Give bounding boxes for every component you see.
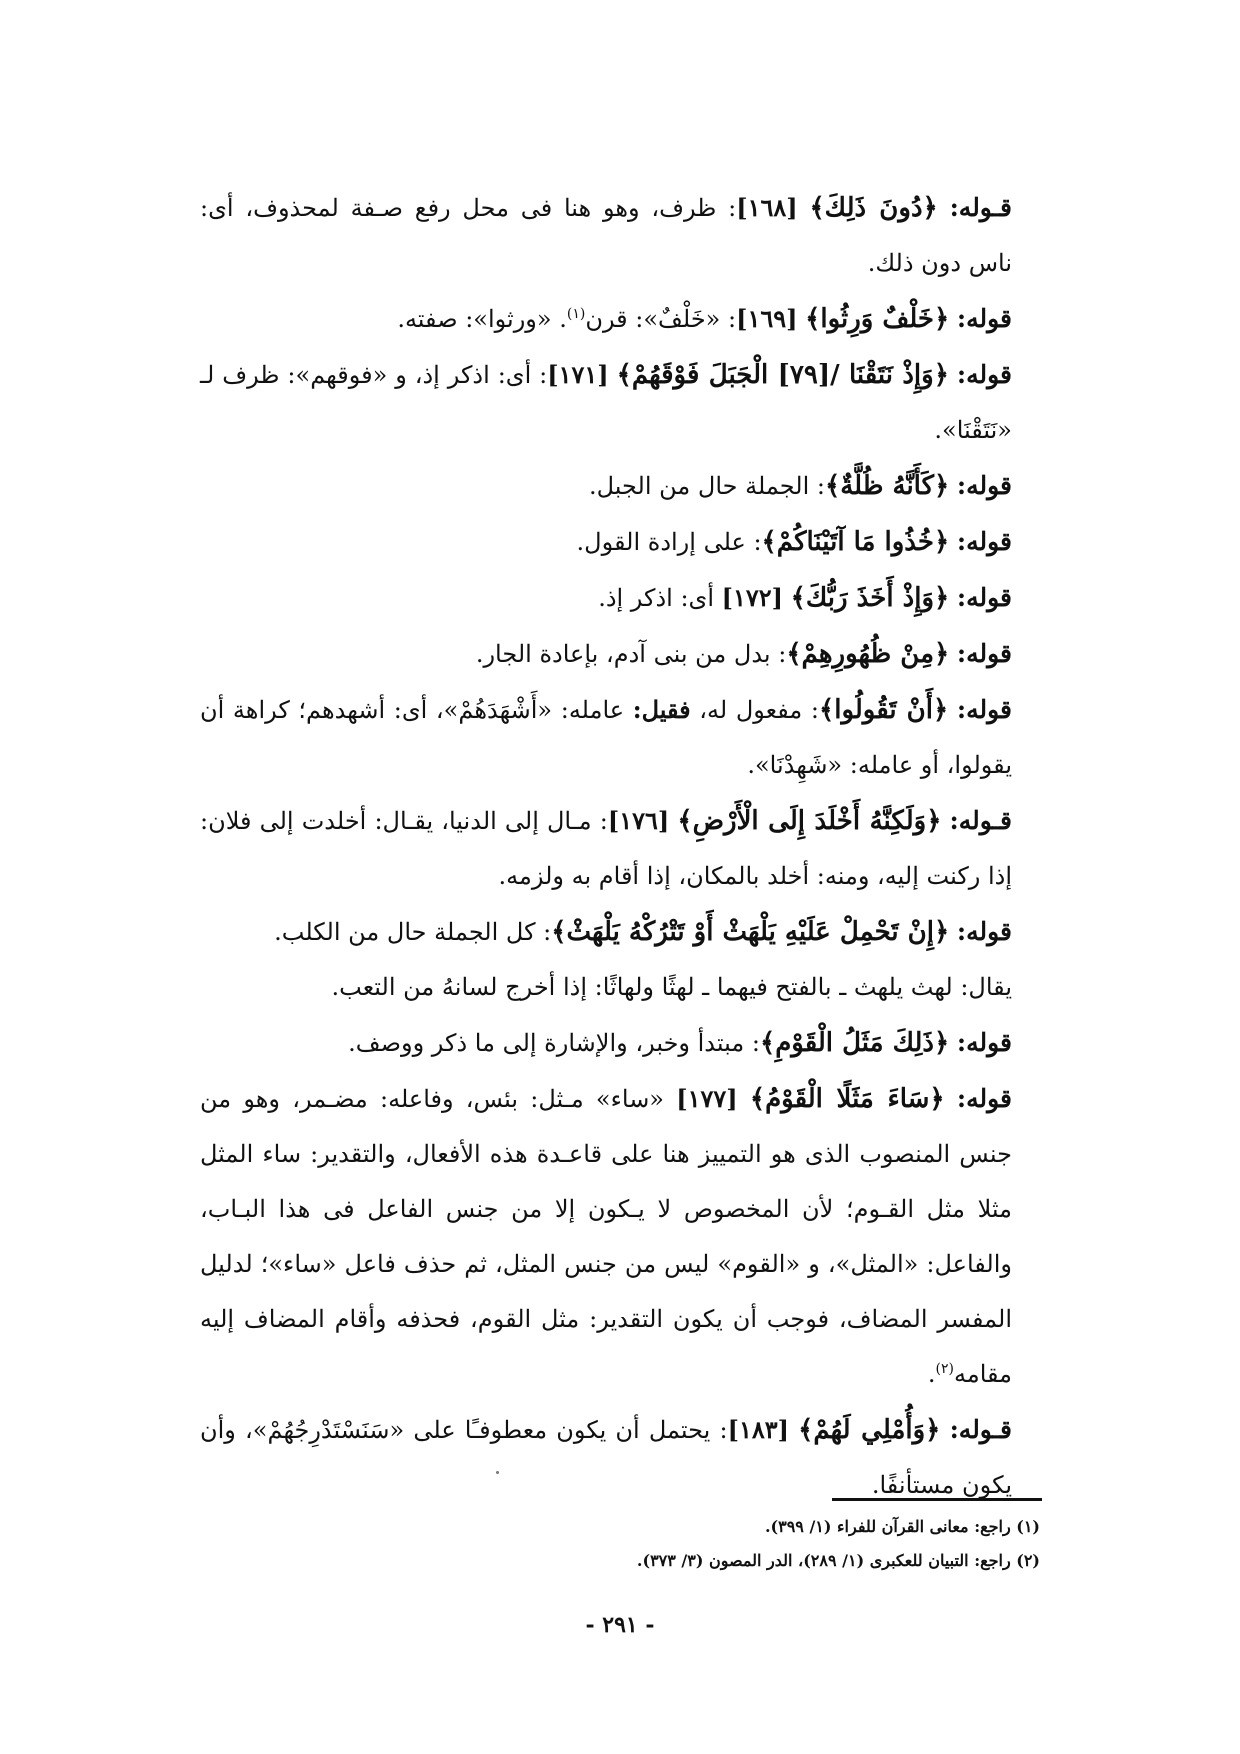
paragraph xyxy=(200,180,1040,291)
commentary-text xyxy=(783,584,791,612)
commentary-text xyxy=(949,1029,957,1057)
commentary-text xyxy=(945,1085,957,1113)
paragraph xyxy=(200,1071,1040,1402)
commentary-text: : الجملة حال من الجبل. xyxy=(588,472,825,500)
commentary-text xyxy=(949,640,957,668)
emphasis-text: فقيل: xyxy=(632,695,691,724)
commentary-text xyxy=(797,305,805,333)
footnote-ref: (١) xyxy=(566,306,586,322)
entry-label: قـوله: xyxy=(949,806,1012,835)
quran-phrase: ﴿وَإِذْ أَخَذَ رَبُّكَ﴾ xyxy=(790,583,950,613)
entry-label: قـوله: xyxy=(949,193,1013,222)
page-number: - ٢٩١ - xyxy=(585,1612,655,1638)
footnote-2: (٢) راجع: التبيان للعكبرى (١/ ٢٨٩)، الدر المصون (٣/ ٣٧٣). xyxy=(636,1551,1040,1570)
commentary-text: : مفعول له، xyxy=(690,696,819,724)
commentary-text xyxy=(949,361,957,389)
entry-label: قوله: xyxy=(956,527,1012,556)
verse-number: [١٧١] xyxy=(547,360,609,389)
commentary-text xyxy=(949,528,957,556)
commentary-text: يقال: لهث يلهث ـ بالفتح فيهما ـ لهثًا ولهاثًا: إذا أخرج لسانهُ من التعب. xyxy=(331,973,1012,1001)
quran-phrase: ﴿وَلَكِنَّهُ أَخْلَدَ إِلَى الْأَرْضِ﴾ xyxy=(677,806,942,836)
quran-phrase: ﴿كَأَنَّهُ ظُلَّةٌ﴾ xyxy=(824,471,950,501)
quran-phrase: ﴿دُونَ ذَلِكَ﴾ xyxy=(809,193,938,223)
verse-number: [١٨٣] xyxy=(727,1415,789,1444)
commentary-text xyxy=(938,194,950,222)
footnotes xyxy=(200,1510,1040,1578)
paragraph xyxy=(200,960,1040,1015)
paragraph xyxy=(200,570,1040,626)
commentary-text: : بدل من بنى آدم، بإعادة الجار. xyxy=(475,640,787,668)
commentary-text xyxy=(949,305,957,333)
commentary-text xyxy=(949,918,957,946)
verse-number: [١٧٢] xyxy=(721,583,784,612)
entry-label: قوله: xyxy=(956,1084,1013,1113)
footnote-ref: (٢) xyxy=(935,1361,954,1377)
quran-phrase: ﴿إِنْ تَحْمِلْ عَلَيْهِ يَلْهَثْ أَوْ تَتْرُكْهُ يَلْهَثْ﴾ xyxy=(551,917,950,947)
commentary-text: عامله: «أَشْهَدَهُمْ»، أى: أشهدهم؛ كراهة أن يقولوا، أو عامله: «شَهِدْنَا». xyxy=(200,696,1012,779)
entry-label: قـوله: xyxy=(949,1415,1013,1444)
paragraph xyxy=(200,682,1040,793)
quran-phrase: ﴿مِنْ ظُهُورِهِمْ﴾ xyxy=(786,639,950,669)
entry-label: قوله: xyxy=(956,583,1012,612)
paragraph xyxy=(200,347,1040,458)
quran-phrase: ﴿خُذُوا مَا آتَيْنَاكُمْ﴾ xyxy=(761,527,950,557)
commentary-text xyxy=(949,584,957,612)
quran-phrase: ﴿سَاءَ مَثَلًا الْقَوْمُ﴾ xyxy=(749,1084,945,1114)
commentary-text: «ساء» مـثل: بئس، وفاعله: مضـمر، وهو من جنس المنصوب الذى هو التمييز هنا على قاعـدة هذه الأفعال، والتقدير: ساء المثل مثلا مثل القـوم؛ لأن المخصوص لا يـكون إلا من جنس الفاعل فى هذا البـاب، والفاعل: «المثل»، و «القوم» ليس من جنس المثل، ثم حذف فاعل «ساء»؛ لدليل المفسر المضاف، فوجب أن يكون التقدير: مثل القوم، فحذفه وأقام المضاف إليه مقامه xyxy=(200,1085,1012,1388)
entry-label: قوله: xyxy=(956,360,1012,389)
commentary-text xyxy=(949,472,957,500)
quran-phrase: ﴿خَلْفٌ وَرِثُوا﴾ xyxy=(805,304,950,334)
quran-phrase: ﴿أَنْ تَقُولُوا﴾ xyxy=(818,695,949,725)
entry-label: قوله: xyxy=(956,695,1012,724)
commentary-text: . «ورثوا»: صفته. xyxy=(397,305,567,333)
quran-phrase: ﴿ذَلِكَ مَثَلُ الْقَوْمِ﴾ xyxy=(759,1028,950,1058)
paragraph xyxy=(200,904,1040,960)
commentary-text: : يحتمل أن يكون معطوفـًا على «سَنَسْتَدْرِجُهُمْ»، وأن يكون مستأنفًا. xyxy=(200,1416,1012,1499)
commentary-text: . xyxy=(927,1360,936,1388)
verse-number: [١٦٩] xyxy=(736,304,798,333)
paragraph xyxy=(200,514,1040,570)
verse-number: [١٦٨] xyxy=(736,193,798,222)
quran-phrase: ﴿وَإِذْ نَتَقْنَا /[٧٩] الْجَبَلَ فَوْقَهُمْ﴾ xyxy=(616,360,949,390)
commentary-text xyxy=(941,807,949,835)
commentary-text: أى: اذكر إذ. xyxy=(598,584,722,612)
entry-label: قوله: xyxy=(956,1028,1012,1057)
commentary-text xyxy=(948,696,957,724)
commentary-text: : مـال إلى الدنيا، يقـال: أخلدت إلى فلان: إذا ركنت إليه، ومنه: أخلد بالمكان، إذا أقام به ولزمه. xyxy=(200,807,1012,890)
commentary-text: : كل الجملة حال من الكلب. xyxy=(274,918,552,946)
commentary-text xyxy=(798,194,810,222)
entry-label: قوله: xyxy=(956,639,1012,668)
paragraph xyxy=(200,458,1040,514)
commentary-text xyxy=(609,361,617,389)
commentary-text: : أى: اذكر إذ، و «فوقهم»: ظرف لـ «نَتَقْنَا». xyxy=(200,361,1012,444)
commentary-text xyxy=(738,1085,750,1113)
footnote-1: (١) راجع: معانى القرآن للفراء (١/ ٣٩٩). xyxy=(764,1517,1040,1536)
verse-number: [١٧٦] xyxy=(607,806,670,835)
commentary-text: : على إرادة القول. xyxy=(576,528,762,556)
verse-number: [١٧٧] xyxy=(676,1084,738,1113)
entry-label: قوله: xyxy=(956,917,1012,946)
paragraph xyxy=(200,1015,1040,1071)
paragraph xyxy=(200,793,1040,904)
commentary-text xyxy=(940,1416,949,1444)
paragraph xyxy=(200,291,1040,347)
entry-label: قوله: xyxy=(956,471,1012,500)
commentary-text xyxy=(789,1416,798,1444)
scan-speck xyxy=(496,1471,499,1474)
main-text xyxy=(200,180,1040,1513)
entry-label: قوله: xyxy=(956,304,1012,333)
commentary-text: : ظرف، وهو هنا فى محل رفع صـفة لمحذوف، أى: ناس دون ذلك. xyxy=(200,194,1012,277)
commentary-text: : مبتدأ وخبر، والإشارة إلى ما ذكر ووصف. xyxy=(348,1029,760,1057)
quran-phrase: ﴿وَأُمْلِي لَهُمْ﴾ xyxy=(798,1415,941,1445)
footnote-separator xyxy=(832,1498,1042,1501)
paragraph xyxy=(200,1402,1040,1513)
commentary-text: : «خَلْفٌ»: قرن xyxy=(585,305,737,333)
paragraph xyxy=(200,626,1040,682)
